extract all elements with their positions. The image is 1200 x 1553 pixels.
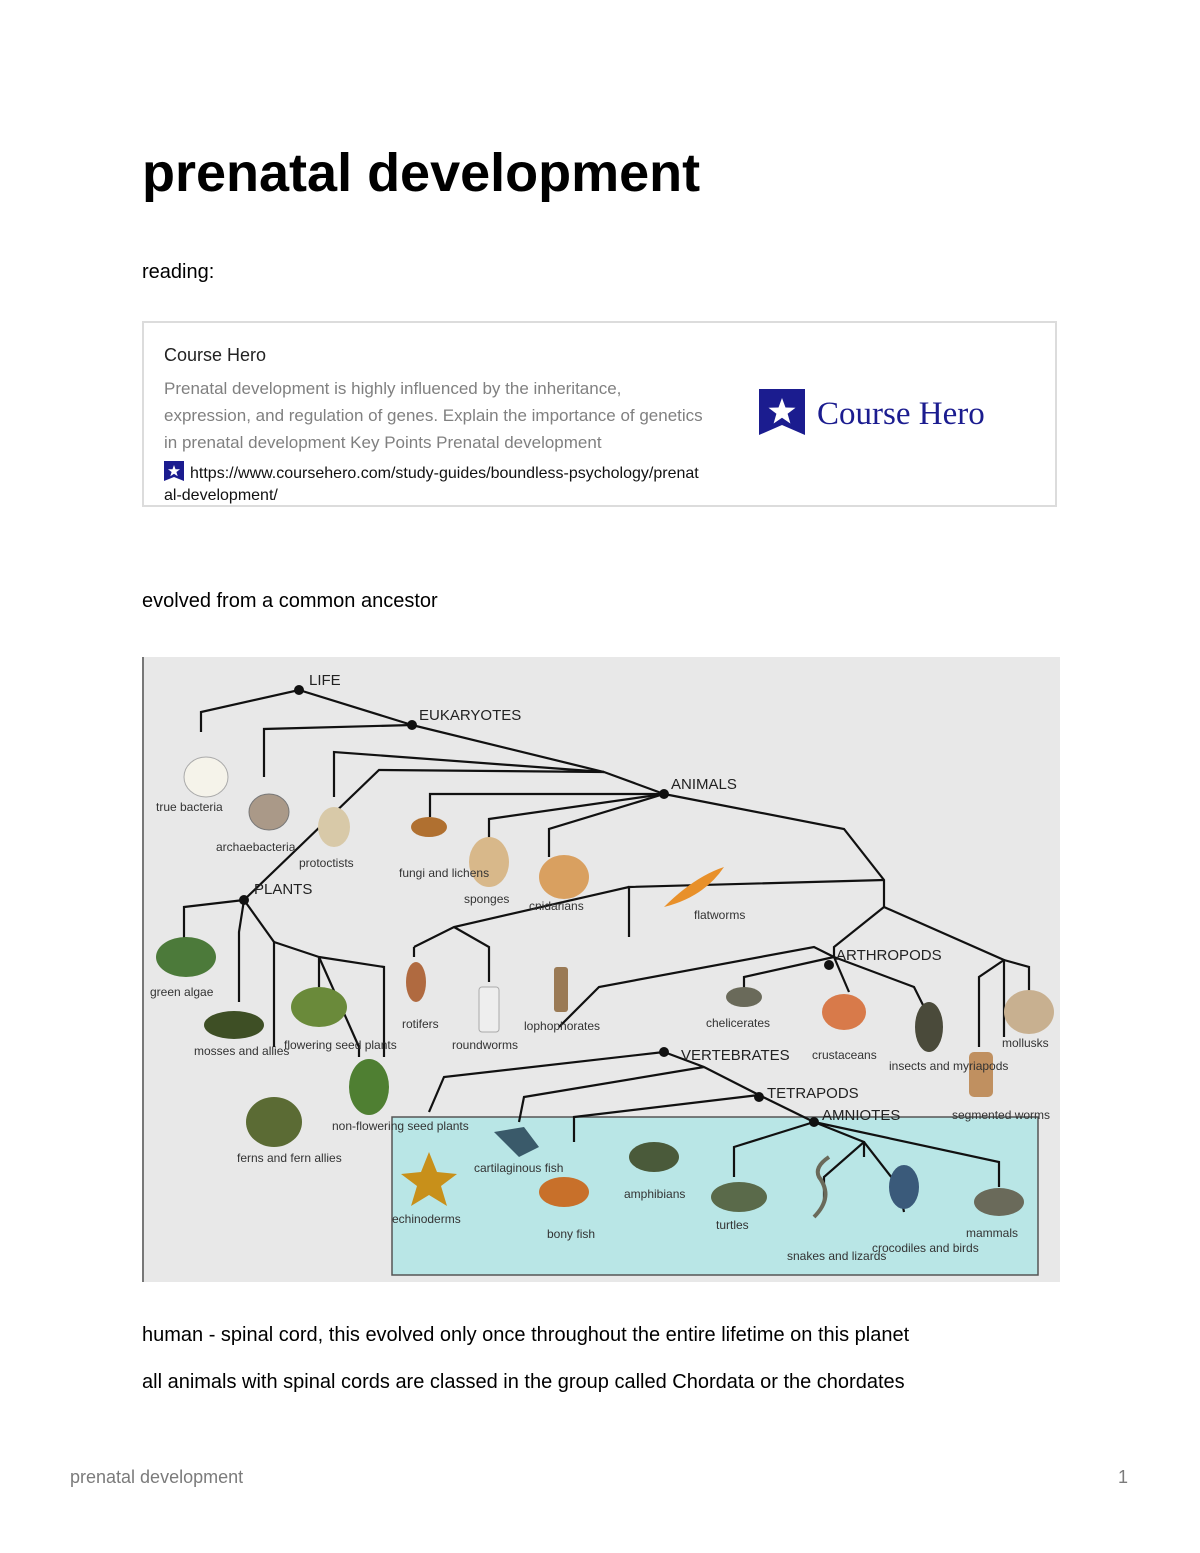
label-archaebacteria: archaebacteria [216,840,296,854]
label-insects: insects and myriapods [889,1059,1009,1073]
turtles-illustration [711,1182,767,1212]
nonflowering-plant-illustration [349,1059,389,1115]
clade-life: LIFE [309,672,341,689]
label-mollusks: mollusks [1002,1036,1049,1050]
roundworms-illustration [479,987,499,1032]
birds-illustration [889,1165,919,1209]
label-sponges: sponges [464,892,510,906]
label-rotifers: rotifers [402,1017,439,1031]
crustaceans-illustration [822,994,866,1030]
footer-title: prenatal development [70,1467,244,1487]
course-hero-shield-icon [759,389,805,435]
clade-tetrapods: TETRAPODS [767,1085,859,1102]
label-nonflowering: non-flowering seed plants [332,1119,469,1133]
tree-of-life-diagram [144,657,1060,1282]
label-chelicerates: chelicerates [706,1016,771,1030]
label-protoctists: protoctists [299,856,354,870]
card-description: Prenatal development is highly influenced by the inheritance, expression, and regulation of genes. Explain the importance of genetics in prenatal development Key Points Prenatal development [164,379,703,452]
course-hero-logo [757,387,1027,437]
clade-amniotes: AMNIOTES [822,1107,901,1124]
page-number: 1 [1117,1467,1128,1487]
green-algae-illustration [156,937,216,977]
card-site-name: Course Hero [164,345,267,365]
cnidarians-illustration [539,855,589,899]
lophophorates-illustration [554,967,568,1012]
course-hero-favicon-icon [164,461,184,481]
rotifers-illustration [406,962,426,1002]
clade-vertebrates: VERTEBRATES [681,1047,790,1064]
tree-of-life-figure [142,657,1060,1282]
label-green-algae: green algae [150,985,214,999]
amphibians-illustration [629,1142,679,1172]
label-crustaceans: crustaceans [812,1048,877,1062]
label-amphibians: amphibians [624,1187,686,1201]
label-fungi: fungi and lichens [399,866,490,880]
mosses-illustration [204,1011,264,1039]
page-title: prenatal development [142,143,701,203]
label-mammals: mammals [966,1226,1019,1240]
reading-label: reading: [142,261,215,283]
label-mosses: mosses and allies [194,1044,290,1058]
label-flowering: flowering seed plants [284,1038,397,1052]
body-text-line-1: human - spinal cord, this evolved only once throughout the entire lifetime on this planet [142,1324,910,1346]
label-lophophorates: lophophorates [524,1019,601,1033]
archaebacteria-illustration [249,794,289,830]
card-url-row[interactable] [164,461,699,507]
true-bacteria-illustration [184,757,228,797]
card-url-link[interactable]: https://www.coursehero.com/study-guides/boundless-psychology/prenatal-development/ [164,465,699,504]
clade-plants: PLANTS [254,881,313,898]
fungi-illustration [411,817,447,837]
label-crocodiles: crocodiles and birds [872,1241,979,1255]
mollusks-illustration [1004,990,1054,1034]
label-bony-fish: bony fish [547,1227,596,1241]
section-text: evolved from a common ancestor [142,590,438,612]
link-preview-card[interactable] [142,321,1057,507]
clade-eukaryotes: EUKARYOTES [419,707,522,724]
flatworms-illustration [664,867,724,907]
clade-animals: ANIMALS [671,776,737,793]
course-hero-logo-text: Course Hero [817,396,985,432]
label-true-bacteria: true bacteria [156,800,223,814]
label-segmented-worms: segmented worms [952,1108,1051,1122]
label-cartilaginous: cartilaginous fish [474,1161,564,1175]
label-snakes: snakes and lizards [787,1249,887,1263]
label-cnidarians: cnidarians [529,899,584,913]
bony-fish-illustration [539,1177,589,1207]
insects-illustration [915,1002,943,1052]
label-flatworms: flatworms [694,908,746,922]
label-turtles: turtles [716,1218,749,1232]
flowering-plant-illustration [291,987,347,1027]
chelicerates-illustration [726,987,762,1007]
label-ferns: ferns and fern allies [237,1151,342,1165]
body-text-line-2: all animals with spinal cords are classed in the group called Chordata or the chordates [142,1371,905,1393]
label-echinoderms: echinoderms [392,1212,461,1226]
clade-arthropods: ARTHROPODS [836,947,942,964]
protoctists-illustration [318,807,350,847]
label-roundworms: roundworms [452,1038,519,1052]
ferns-illustration [246,1097,302,1147]
mammals-illustration [974,1188,1024,1216]
